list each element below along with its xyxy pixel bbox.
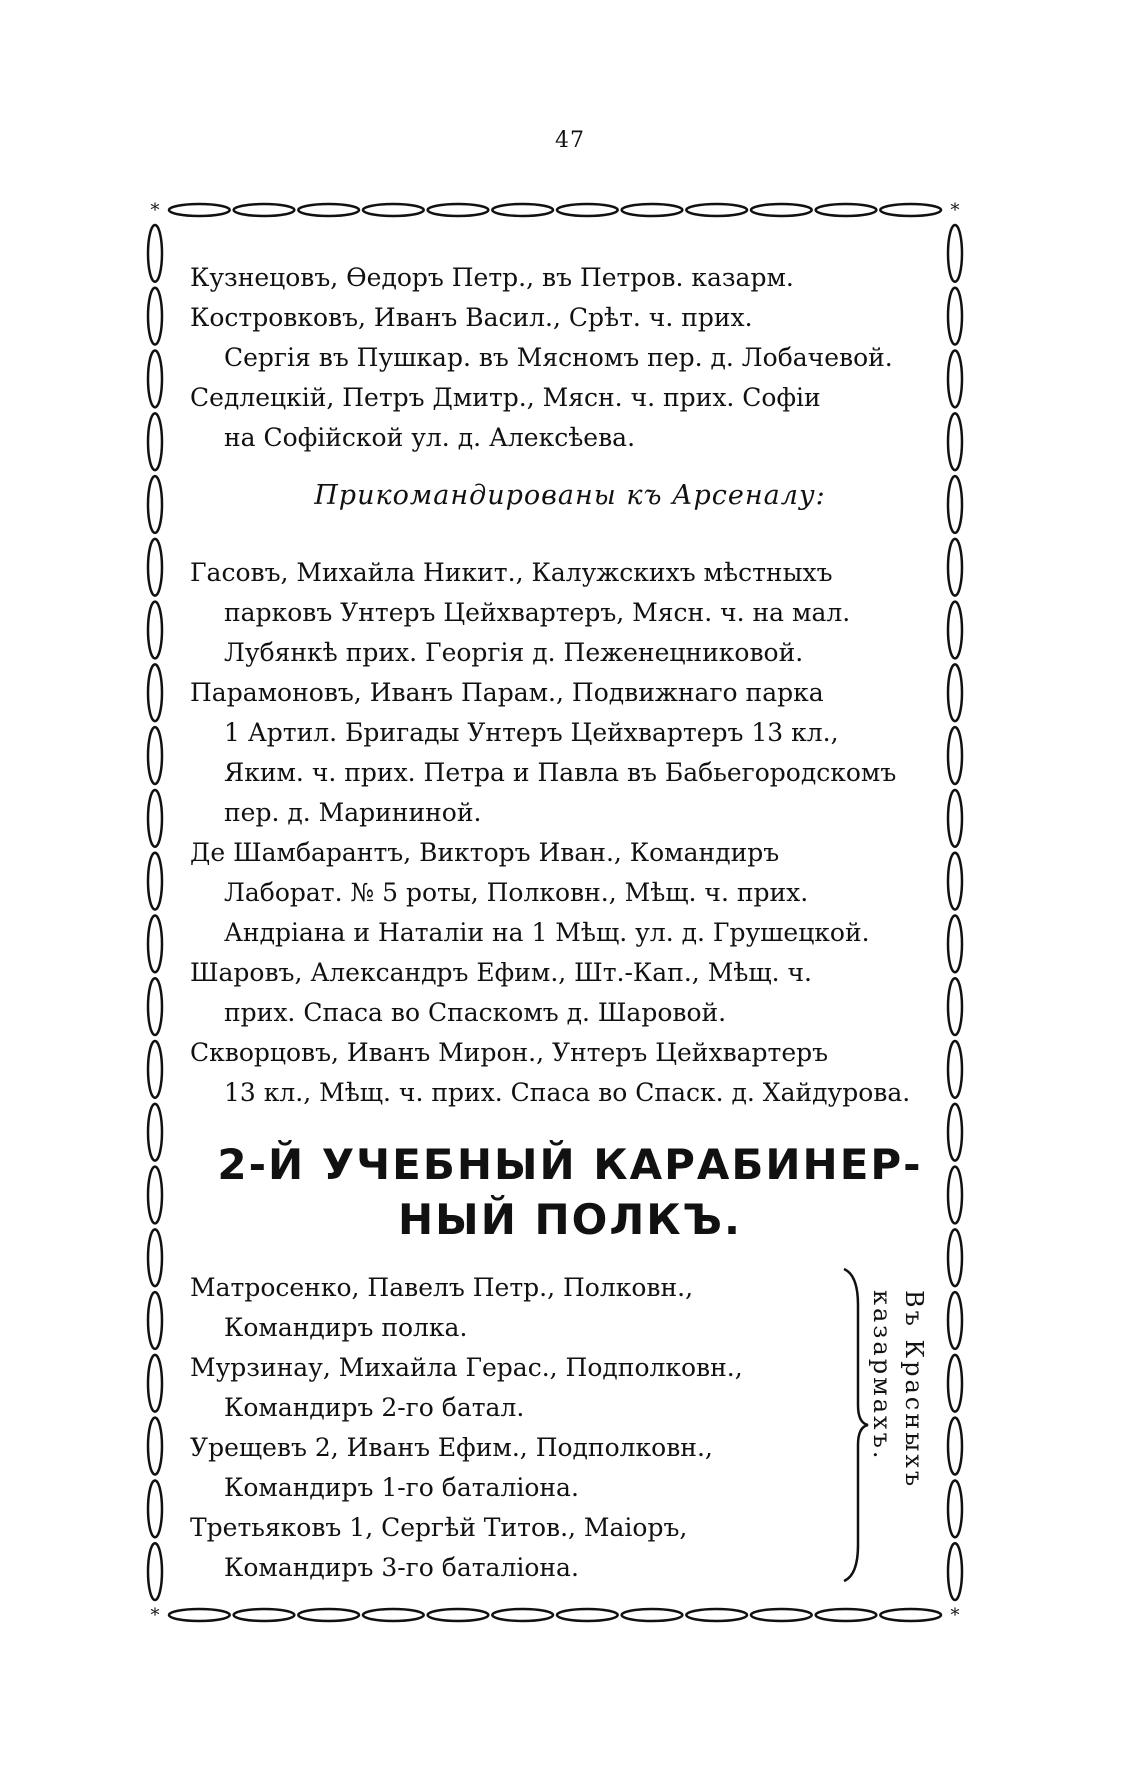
border-link [148,288,162,345]
border-link [948,1418,962,1475]
entry-line: Костровковъ, Иванъ Васил., Срѣт. ч. прих. [190,303,753,332]
border-link [492,1609,553,1621]
section-title-line-1: 2-Й УЧЕБНЫЙ КАРАБИНЕР- [217,1140,923,1189]
border-link [622,1609,683,1621]
border-link [948,790,962,847]
border-link [148,351,162,408]
border-link [948,539,962,596]
border-link [816,204,877,216]
border-link [298,204,359,216]
corner-star-icon: * [950,200,960,221]
page-number: 47 [555,128,585,153]
entry-line: Андріана и Наталіи на 1 Мѣщ. ул. д. Грушецкой. [224,918,870,947]
border-link [751,1609,812,1621]
border-link [148,1418,162,1475]
border-link [948,288,962,345]
entry-line: на Софійской ул. д. Алексѣева. [224,423,636,452]
border-link [428,1609,489,1621]
entry-line: Яким. ч. прих. Петра и Павла въ Бабьегородскомъ [224,758,897,787]
border-link [148,853,162,910]
border-link [686,204,747,216]
border-link [557,1609,618,1621]
border-link [148,727,162,784]
border-link [428,204,489,216]
side-note-line-2: казармахъ. [868,1290,896,1462]
entry-line: Парамоновъ, Иванъ Парам., Подвижнаго парка [190,678,824,707]
border-link [148,1543,162,1600]
border-link [948,727,962,784]
border-link [148,664,162,721]
entry-line: Командиръ 3-го баталіона. [224,1553,579,1582]
border-link [557,204,618,216]
border-link [622,204,683,216]
entry-line: Командиръ полка. [224,1313,468,1342]
border-link [148,916,162,973]
border-link [148,1292,162,1349]
border-link [751,204,812,216]
border-link [148,1104,162,1161]
border-link [948,1167,962,1224]
border-link [948,351,962,408]
border-link [948,1041,962,1098]
entry-line: Скворцовъ, Иванъ Мирон., Унтеръ Цейхвартеръ [190,1038,829,1067]
border-link [148,602,162,659]
entry-line: Де Шамбарантъ, Викторъ Иван., Командиръ [190,838,780,867]
border-link [148,1167,162,1224]
border-link [298,1609,359,1621]
border-link [234,1609,295,1621]
entry-line: Лубянкѣ прих. Георгія д. Пеженецниковой. [224,638,804,667]
border-link [148,1229,162,1286]
corner-star-icon: * [950,1605,960,1626]
border-link [148,1041,162,1098]
border-link [948,664,962,721]
border-link [148,539,162,596]
border-link [148,413,162,470]
entry-line: Гасовъ, Михайла Никит., Калужскихъ мѣстныхъ [190,558,833,587]
section-subheading: Прикомандированы къ Арсеналу: [314,480,826,511]
entry-line: 1 Артил. Бригады Унтеръ Цейхвартеръ 13 кл., [224,718,839,747]
entry-line: Седлецкій, Петръ Дмитр., Мясн. ч. прих. Софіи [190,383,821,412]
border-link [948,602,962,659]
entry-line: парковъ Унтеръ Цейхвартеръ, Мясн. ч. на мал. [224,598,851,627]
entry-line: Сергія въ Пушкар. въ Мясномъ пер. д. Лобачевой. [224,343,893,372]
entry-line: Шаровъ, Александръ Ефим., Шт.-Кап., Мѣщ. ч. [190,958,812,987]
border-link [948,476,962,533]
border-link [880,204,941,216]
border-link [148,1355,162,1412]
border-link [363,1609,424,1621]
border-link [948,1543,962,1600]
curly-brace-icon [840,1265,870,1585]
entry-line: Командиръ 1-го баталіона. [224,1473,579,1502]
entry-line: Матросенко, Павелъ Петр., Полковн., [190,1273,694,1302]
border-link [948,1355,962,1412]
corner-star-icon: * [150,200,160,221]
entry-line: 13 кл., Мѣщ. ч. прих. Спаса во Спаск. д. Хайдурова. [224,1078,911,1107]
border-link [363,204,424,216]
border-link [948,225,962,282]
border-link [948,978,962,1035]
entry-line: Лаборат. № 5 роты, Полковн., Мѣщ. ч. прих. [224,878,809,907]
side-note-line-1: Въ Красныхъ [900,1290,928,1490]
border-link [492,204,553,216]
entry-line: Мурзинау, Михайла Герас., Подполковн., [190,1353,743,1382]
border-link [948,1292,962,1349]
page-content [190,260,950,1582]
border-link [148,1480,162,1537]
border-link [948,1480,962,1537]
entry-line: пер. д. Марининой. [224,798,482,827]
border-link [816,1609,877,1621]
border-link [948,916,962,973]
border-link [948,853,962,910]
entry-line: Третьяковъ 1, Сергѣй Титов., Маіоръ, [190,1513,688,1542]
section-title-line-2: НЫЙ ПОЛКЪ. [398,1195,742,1244]
entry-line: прих. Спаса во Спаскомъ д. Шаровой. [224,998,727,1027]
border-link [234,204,295,216]
border-link [948,413,962,470]
border-link [948,1229,962,1286]
border-link [148,476,162,533]
border-link [686,1609,747,1621]
entry-line: Урещевъ 2, Иванъ Ефим., Подполковн., [190,1433,713,1462]
border-link [148,978,162,1035]
border-link [880,1609,941,1621]
corner-star-icon: * [150,1605,160,1626]
border-link [948,1104,962,1161]
entry-line: Кузнецовъ, Ѳедоръ Петр., въ Петров. казарм. [190,263,794,292]
side-note [868,1290,928,1570]
entry-line: Командиръ 2-го батал. [224,1393,525,1422]
border-link [169,1609,230,1621]
border-link [148,225,162,282]
border-link [169,204,230,216]
border-link [148,790,162,847]
